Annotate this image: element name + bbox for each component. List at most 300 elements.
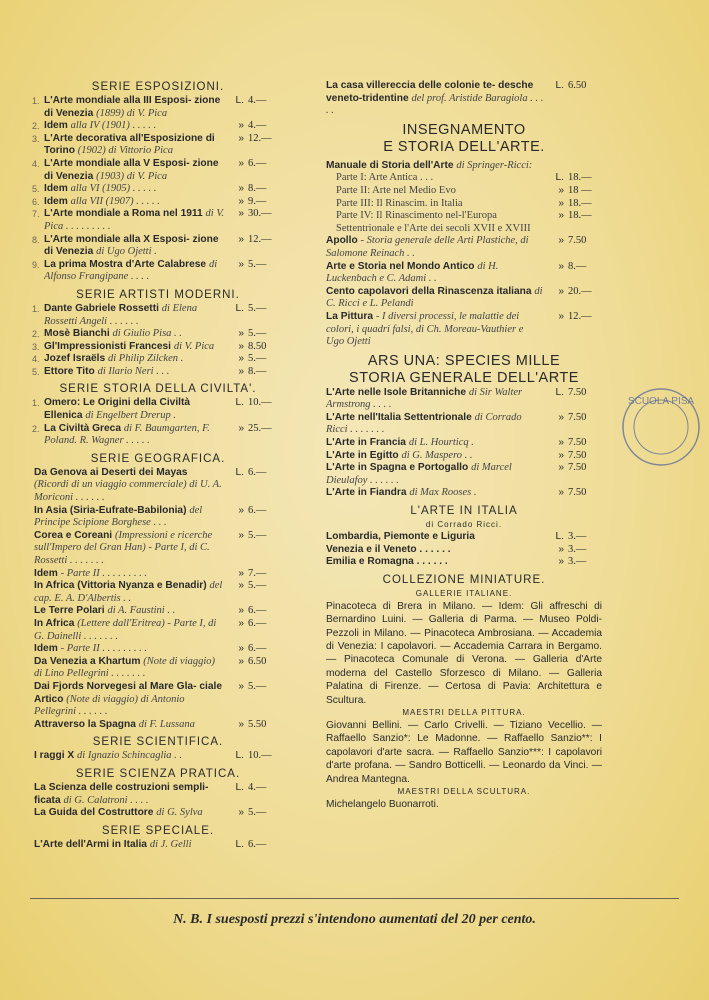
price-currency: L. (235, 750, 244, 762)
price-currency: » (558, 449, 564, 461)
price-currency: » (558, 411, 564, 423)
entry-title: L'Arte mondiale alla III Esposi- (44, 95, 192, 106)
library-stamp (618, 384, 704, 470)
list-item (326, 556, 602, 569)
entry-title: L'Arte in Spagna e Portogallo (326, 462, 469, 474)
entry-title-cont: zione di Venezia (44, 233, 219, 258)
entry-number: 5. (32, 184, 40, 195)
entry-author: (Lettere dall'Eritrea) - Parte I, di G. Dainelli . . . . . . . (34, 617, 217, 642)
entry-price: 3.— (568, 531, 587, 543)
entry-author: del prof. Aristide Baragiola . . . . . (326, 92, 544, 117)
entry-list (326, 387, 602, 500)
price-currency: » (238, 157, 244, 169)
entry-author: (Impressioni e ricerche sull'Impero del Gran Han) - Parte I, di C. Rossetti . . . . . . . (34, 529, 213, 566)
scultura-list: Michelangelo Buonarroti. (326, 799, 439, 811)
entry-title: La Civiltà Greca (44, 422, 122, 434)
entry-price: 12.— (248, 132, 272, 144)
entry-author: di C. Ricci e L. Pelandi (326, 285, 543, 310)
entry-price: 8.— (568, 260, 587, 272)
list-item (34, 397, 282, 422)
entry-title: Le Terre Polari (34, 605, 105, 617)
entry-price: 5.— (248, 529, 267, 541)
entry-number: 4. (32, 354, 40, 365)
list-item (34, 618, 282, 643)
entry-price: 5.— (248, 680, 267, 692)
list-item (34, 656, 282, 681)
list-item (326, 387, 602, 412)
list-item (326, 235, 602, 260)
entry-author: (1899) di V. Pica (96, 107, 168, 119)
entry-price: 3.— (568, 556, 587, 568)
entry-author: di H. Luckenbach e C. Adami . . (326, 260, 499, 285)
price-currency: » (558, 210, 564, 222)
entry-author: di F. Baumgarten, F. Poland. R. Wagner . . . . . (44, 422, 210, 447)
entry-number: 2. (32, 329, 40, 340)
entry-author: (1903) di V. Pica (96, 170, 168, 182)
entry-price: 25.— (248, 422, 272, 434)
list-item (326, 412, 602, 437)
section-heading: SERIE ARTISTI MODERNI. (76, 288, 240, 301)
price-currency: » (238, 208, 244, 220)
entry-title: La Scienza delle costruzioni sempli- (34, 781, 209, 793)
entry-title: I raggi X (34, 750, 75, 762)
entry-author: di Alfonso Frangipane . . . . (44, 258, 218, 283)
entry-price: 18 — (568, 184, 592, 196)
entry-author: di J. Gelli (149, 838, 192, 850)
entry-price: 6.— (248, 466, 267, 478)
entry-list (34, 750, 282, 763)
price-currency: » (238, 258, 244, 270)
entry-price: 4.— (248, 95, 267, 106)
price-currency: » (558, 487, 564, 499)
entry-price: 7.— (248, 567, 267, 579)
entry-author: - Parte II . . . . . . . . . (60, 567, 147, 579)
entry-title: Manuale di Storia dell'Arte (326, 159, 454, 171)
entry-price: 6.— (248, 504, 267, 516)
entry-author: di Giulio Pisa . . (112, 328, 182, 340)
list-item (326, 311, 602, 349)
entry-author: (Note di viaggio) di Lino Pellegrini . . . . . . . (34, 655, 216, 680)
entry-part: Parte IV: Il Rinascimento nel-l'Europa Settentrionale e l'Arte dei secoli XVII e XVIII (336, 210, 531, 234)
entry-author: di Max Rooses . (409, 487, 477, 499)
list-item (34, 196, 282, 209)
entry-price: 6.— (248, 617, 267, 629)
entry-list (34, 95, 282, 284)
price-currency: L. (235, 397, 244, 409)
entry-title-cont: desche veneto-tridentine (326, 80, 534, 104)
entry-price: 6.— (248, 605, 267, 617)
entry-author: di L. Hourticq . (408, 437, 474, 449)
right-column (326, 80, 602, 812)
list-item (34, 95, 282, 120)
entry-author: di A. Faustini . . (107, 605, 176, 617)
entry-author: del Principe Scipione Borghese . . . (34, 504, 203, 529)
section-storia-civilta (34, 382, 282, 447)
entry-title: In Africa (34, 617, 75, 629)
entry-part: Parte II: Arte nel Medio Evo (336, 184, 456, 196)
entry-title-cont: ficata (34, 794, 61, 806)
price-currency: » (238, 504, 244, 516)
entry-title: Da Genova ai Deserti dei Mayas (34, 466, 188, 478)
entry-number: 7. (32, 209, 40, 220)
entry-title-cont: Ellenica (44, 410, 83, 422)
list-item (34, 183, 282, 196)
entry-price: 5.50 (248, 718, 267, 730)
price-currency: » (238, 718, 244, 730)
list-item (34, 782, 282, 807)
section-heading: SERIE GEOGRAFICA. (90, 452, 226, 465)
list-item (326, 544, 602, 557)
price-currency: » (238, 195, 244, 207)
entry-author: (1902) di Vittorio Pica (77, 145, 173, 157)
entry-price: 8.— (248, 183, 267, 195)
pittura-list: Giovanni Bellini. — Carlo Crivelli. — Tiziano Vecellio. — Raffaello Sanzio*: Le Madonne. — Raffaello Sanzio**: I capolavori d'arte sacra. — Raffaello Sanzio***: I capolavori d'arte profana. — Sandro Botticelli. — Leonardo da Vinci. — Andrea Mantegna. (326, 720, 602, 785)
section-speciale (34, 824, 282, 852)
price-currency: » (238, 655, 244, 667)
entry-title-cont: italiana (496, 285, 532, 297)
entry-title: Jozef Israëls (44, 353, 106, 365)
entry-author: di G. Sylva (156, 807, 203, 819)
entry-number: 1. (32, 96, 40, 106)
entry-list (326, 235, 602, 348)
list-item (34, 366, 282, 379)
entry-list (34, 839, 282, 852)
price-currency: » (238, 605, 244, 617)
entry-number: 4. (32, 158, 40, 169)
entry-author: (Note di viaggio) di Antonio Pellegrini . . . . . . (34, 693, 185, 718)
list-item (326, 210, 602, 235)
list-item (34, 208, 282, 233)
price-currency: » (238, 680, 244, 692)
list-item (326, 531, 602, 544)
entry-author: - I diversi processi, le malattie dei colori, i quadri falsi, di Ch. Moreau-Vauthier e Ugo Ojetti (326, 310, 524, 348)
list-item (326, 487, 602, 500)
entry-author: - Parte II . . . . . . . . . (60, 643, 147, 655)
entry-author: del cap. E. A. D'Albertis . . (34, 580, 223, 604)
entry-title: Idem (44, 120, 68, 132)
entry-price: 7.50 (568, 462, 587, 474)
entry-price: 5.— (248, 353, 267, 365)
entry-title: L'Arte in Francia (326, 437, 406, 449)
price-currency: » (238, 328, 244, 340)
entry-title: Idem (34, 567, 58, 579)
price-currency: L. (555, 172, 564, 184)
entry-price: 12.— (568, 310, 592, 322)
entry-number: 2. (32, 423, 40, 434)
entry-title-cont: di Torino (44, 132, 215, 157)
entry-author: di Sir Walter Armstrong . . . . (326, 386, 523, 411)
list-item (34, 719, 282, 732)
entry-number: 3. (32, 133, 40, 144)
section-heading: E STORIA DELL'ARTE. (383, 138, 545, 155)
entry-author: di Ignazio Schincaglia . . (77, 750, 183, 762)
price-currency: » (558, 260, 564, 272)
entry-title: Gl'Impressionisti Francesi (44, 340, 171, 352)
section-heading: SERIE ESPOSIZIONI. (91, 81, 225, 93)
price-currency: » (238, 617, 244, 629)
divider (30, 898, 679, 899)
entry-title: Lombardia, Piemonte e Liguria (326, 531, 475, 543)
entry-title: La casa villereccia delle colonie te- (326, 80, 496, 91)
entry-price: 18.— (568, 197, 592, 209)
entry-number: 1. (32, 303, 40, 314)
entry-title: Corea e Coreani (34, 529, 113, 541)
entry-title: Venezia e il Veneto . . . . . . (326, 543, 451, 555)
section-subheading: GALLERIE ITALIANE. (415, 588, 513, 598)
price-currency: L. (555, 531, 564, 543)
stamp-text: SCUOLA PISA (627, 396, 695, 407)
price-currency: » (238, 132, 244, 144)
price-currency: » (238, 120, 244, 132)
entry-author: di Springer-Ricci: (456, 159, 533, 171)
price-currency: L. (235, 781, 244, 793)
entry-price: 7.50 (568, 386, 587, 398)
entry-list (34, 397, 282, 447)
entry-author: di F. Lussana (138, 718, 195, 730)
entry-title: In Africa (Vittoria Nyanza e Benadir) (34, 580, 207, 592)
entry-author: di G. Maspero . . (401, 449, 473, 461)
list-item (34, 328, 282, 341)
section-heading: ARS UNA: SPECIES MILLE (367, 352, 561, 369)
list-item (326, 462, 602, 487)
list-item (34, 120, 282, 133)
price-currency: » (238, 183, 244, 195)
section-heading: INSEGNAMENTO (402, 121, 526, 138)
entry-title: L'Arte in Egitto (326, 449, 399, 461)
price-currency: » (238, 353, 244, 365)
price-currency: » (238, 643, 244, 655)
list-item (326, 437, 602, 450)
entry-title: Da Venezia a Khartum (34, 655, 141, 667)
entry-title: Idem (44, 183, 68, 195)
entry-price: 3.— (568, 543, 587, 555)
entry-title: L'Arte nell'Italia Settentrionale (326, 411, 472, 423)
entry-list (34, 303, 282, 379)
entry-price: 8.— (248, 365, 267, 377)
entry-author: di Corrado Ricci . . . . . . . (326, 411, 522, 436)
price-currency: L. (235, 302, 244, 314)
entry-number: 2. (32, 121, 40, 132)
section-heading: SERIE STORIA DELLA CIVILTA'. (59, 383, 257, 396)
section-subheading: MAESTRI DELLA PITTURA. (402, 708, 526, 718)
entry-price: 7.50 (568, 487, 587, 499)
section-artisti-moderni (34, 288, 282, 379)
price-currency: » (558, 556, 564, 568)
entry-price: 12.— (248, 233, 272, 245)
list-item (34, 681, 282, 719)
entry-part: Parte III: Il Rinascim. in Italia (336, 197, 463, 209)
entry-price: 5.— (248, 302, 267, 314)
list-item (34, 303, 282, 328)
price-currency: » (558, 235, 564, 247)
gallerie-list: Pinacoteca di Brera in Milano. — Idem: Gli affreschi di Bernardino Luini. — Galleria di Parma. — Museo Poldi-Pezzoli in Milano. — Pinacoteca Ambrosiana. — Accademia di Venezia: I capolavori. — Accademia Carrara in Bergamo. — Pinacoteca Comunale di Verona. — Galleria d'Arte moderna del Castello Sforzesco di Milano. — Galleria Palatina di Firenze. — Certosa di Pavia: Architettura e Scultura. (326, 600, 602, 706)
footer-note: N. B. I suesposti prezzi s'intendono aumentati del 20 per cento. (173, 912, 536, 927)
left-column (34, 80, 282, 851)
entry-title: Cento capolavori della Rinascenza (326, 285, 494, 297)
entry-title: La prima Mostra d'Arte Calabrese (44, 258, 207, 270)
entry-price: 18.— (568, 172, 592, 184)
price-currency: » (238, 422, 244, 434)
entry-title: L'Arte dell'Armi in Italia (34, 838, 147, 850)
entry-author: di V. Pica (173, 340, 215, 352)
entry-title: L'Arte in Fiandra (326, 487, 407, 499)
entry-title: Apollo (326, 235, 358, 247)
price-currency: » (558, 184, 564, 196)
entry-price: 5.— (248, 258, 267, 270)
entry-author: alla VI (1905) . . . . . (70, 183, 157, 195)
price-currency: » (238, 233, 244, 245)
entry-title: Dante Gabriele Rossetti (44, 302, 159, 314)
list-item (34, 353, 282, 366)
entry-number: 1. (32, 398, 40, 409)
entry-price: 7.50 (568, 235, 587, 247)
list-item (34, 839, 282, 852)
price-currency: » (558, 437, 564, 449)
list-item (34, 605, 282, 618)
list-item (34, 259, 282, 284)
entry-author: di Engelbert Drerup . (85, 410, 176, 422)
section-heading: L'ARTE IN ITALIA (410, 505, 518, 518)
entry-price: 7.50 (568, 437, 587, 449)
section-geografica (34, 452, 282, 731)
entry-author: di Philip Zilcken . (108, 353, 184, 365)
entry-price: 6.50 (568, 80, 587, 91)
list-item (34, 234, 282, 259)
section-heading: STORIA GENERALE DELL'ARTE (349, 369, 579, 386)
list-item (326, 286, 602, 311)
price-currency: » (238, 365, 244, 377)
entry-title: Emilia e Romagna . . . . . . (326, 556, 448, 568)
entry-number: 3. (32, 341, 40, 352)
list-item (34, 530, 282, 568)
entry-price: 6.— (248, 643, 267, 655)
list-item (34, 568, 282, 581)
section-esposizioni (34, 80, 282, 284)
entry-price: 9.— (248, 195, 267, 207)
price-currency: » (558, 462, 564, 474)
entry-author: alla IV (1901) . . . . . (70, 120, 157, 132)
entry-price: 6.50 (248, 655, 267, 667)
entry-title: Dai Fjords Norvegesi al Mare Gla- (34, 680, 197, 692)
list-item (34, 807, 282, 820)
entry-price: 4.— (248, 120, 267, 132)
entry-price: 4.— (248, 781, 267, 793)
entry-author: di G. Calatroni . . . . (63, 794, 149, 806)
entry-title: Idem (44, 195, 68, 207)
entry-number: 9. (32, 259, 40, 270)
price-currency: L. (235, 466, 244, 478)
entry-title: Arte e Storia nel Mondo Antico (326, 260, 475, 272)
entry-author: di Elena Rossetti Angeli . . . . . . (44, 302, 198, 327)
entry-title: La Guida del Costruttore (34, 807, 154, 819)
entry-price: 6.— (248, 157, 267, 169)
entry-title: Omero: Le Origini della Civiltà (44, 397, 191, 409)
section-heading: SERIE SPECIALE. (101, 824, 215, 837)
entry-price: 5.— (248, 580, 267, 592)
entry-author: - Storia generale delle Arti Plastiche, di Salomone Reinach . . (326, 235, 529, 259)
entry-title: Attraverso la Spagna (34, 718, 136, 730)
list-item (34, 133, 282, 158)
entry-author: alla VII (1907) . . . . . (70, 195, 160, 207)
entry-list (34, 467, 282, 731)
list-item (34, 467, 282, 505)
list-item (326, 450, 602, 463)
entry-title: La Pittura (326, 310, 373, 322)
list-item (34, 341, 282, 354)
entry-title: L'Arte nelle Isole Britanniche (326, 386, 466, 398)
entry-title: In Asia (Siria-Eufrate-Babilonia) (34, 504, 187, 516)
price-currency: » (238, 807, 244, 819)
price-currency: » (558, 543, 564, 555)
price-currency: L. (235, 838, 244, 850)
price-currency: » (238, 580, 244, 592)
price-currency: L. (555, 80, 564, 91)
price-currency: L. (555, 386, 564, 398)
section-subheading: MAESTRI DELLA SCULTURA. (397, 787, 531, 797)
list-item (34, 423, 282, 448)
entry-price: 8.50 (248, 340, 267, 352)
entry-author: (Ricordi di un viaggio commerciale) di U. A. Moriconi . . . . . . (34, 479, 222, 504)
list-item (34, 643, 282, 656)
list-item (326, 198, 602, 211)
entry-price: 18.— (568, 210, 592, 222)
section-scienza-pratica (34, 767, 282, 820)
list-item (34, 505, 282, 530)
entry-title: Idem (34, 643, 58, 655)
price-currency: » (558, 310, 564, 322)
list-item (34, 158, 282, 183)
entry-list (326, 172, 602, 235)
list-item (326, 185, 602, 198)
list-item (326, 261, 602, 286)
price-currency: » (558, 285, 564, 297)
entry-price: 30.— (248, 208, 272, 220)
entry-number: 6. (32, 196, 40, 207)
entry-number: 8. (32, 234, 40, 245)
section-subheading: di Corrado Ricci. (425, 520, 503, 530)
entry-list (326, 80, 602, 118)
price-currency: L. (235, 95, 244, 106)
entry-list (326, 531, 602, 569)
entry-price: 5.— (248, 328, 267, 340)
price-currency: » (238, 567, 244, 579)
entry-title: L'Arte mondiale alla X Esposi- (44, 233, 190, 245)
entry-number: 5. (32, 366, 40, 377)
section-scientifica (34, 735, 282, 763)
section-heading: COLLEZIONE MINIATURE. (382, 573, 546, 586)
entry-price: 20.— (568, 285, 592, 297)
entry-price: 7.50 (568, 411, 587, 423)
entry-title-cont: ciale Artico (34, 680, 223, 705)
entry-title-cont: zione di Venezia (44, 157, 219, 182)
entry-title-cont: zione di Venezia (44, 95, 221, 119)
entry-title: Ettore Tito (44, 365, 95, 377)
section-heading: SERIE SCIENZA PRATICA. (75, 767, 241, 780)
price-currency: » (558, 197, 564, 209)
entry-author: di Marcel Dieulafoy . . . . . . (326, 462, 512, 486)
list-item (326, 80, 602, 118)
entry-title: L'Arte decorativa all'Esposizione (44, 132, 203, 144)
entry-price: 10.— (248, 397, 272, 409)
entry-price: 7.50 (568, 449, 587, 461)
list-item (34, 580, 282, 605)
entry-title: Mosè Bianchi (44, 328, 110, 340)
list-item (326, 172, 602, 185)
entry-price: 10.— (248, 750, 272, 762)
entry-title: L'Arte mondiale a Roma nel 1911 (44, 208, 203, 220)
price-currency: » (238, 529, 244, 541)
entry-author: di Ugo Ojetti . (96, 246, 157, 258)
